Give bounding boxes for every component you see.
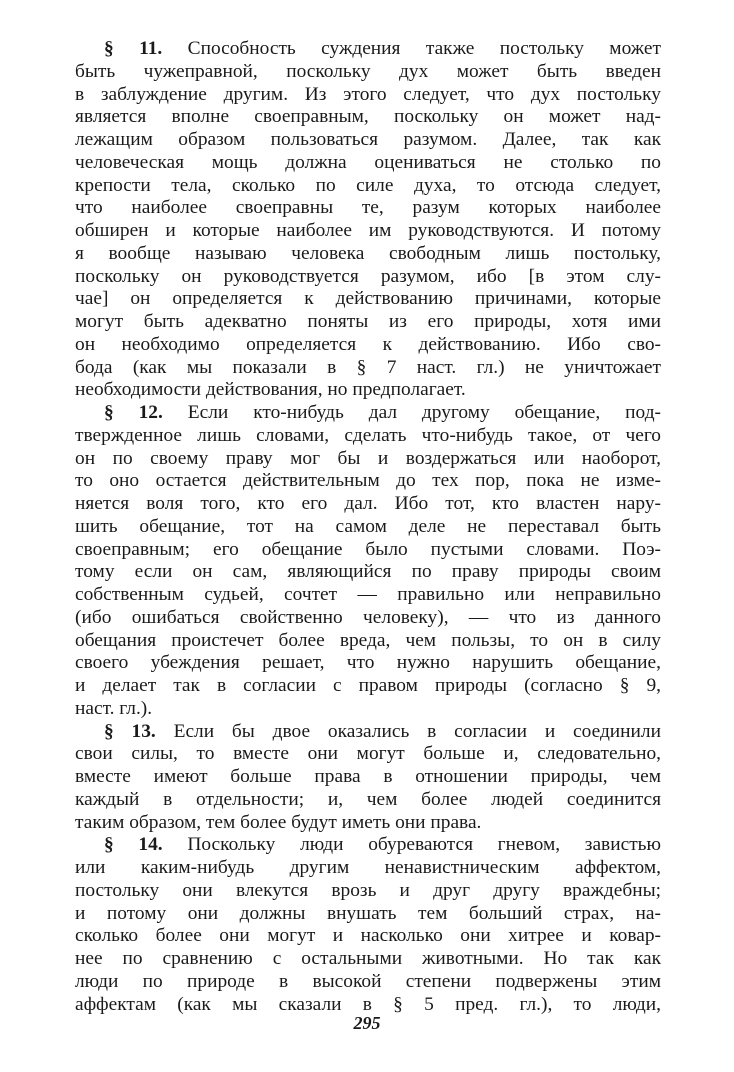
text-line: собственным судьей, сочтет — правильно или неправильно <box>75 584 661 605</box>
text-body <box>75 38 661 1016</box>
text-line: § 14. Поскольку люди обуреваются гневом, завистью <box>104 834 661 856</box>
text-line: чае] он определяется к действованию причинами, которые <box>75 288 661 310</box>
text-line: необходимости действования, но предполагает. <box>75 379 466 401</box>
text-line: аффектам (как мы сказали в § 5 пред. гл.), то люди, <box>75 993 661 1015</box>
text-line: то оно остается действительным до тех пор, пока не изме- <box>75 470 661 492</box>
text-line: § 11. Способность суждения также постольку может <box>104 38 661 59</box>
text-line: поскольку он руководствуется разумом, ибо [в этом слу- <box>75 265 661 287</box>
text-line: человеческая мощь должна оцениваться не столько по <box>75 151 661 173</box>
section-number: § 13. <box>104 720 156 742</box>
text-line: вместе имеют больше права в отношении природы, чем <box>75 766 661 787</box>
text-line: няется воля того, кто его дал. Ибо тот, кто властен нару- <box>75 493 661 514</box>
text-line: нее по сравнению с остальными животными. Но так как <box>75 948 661 969</box>
section-number: § 11. <box>104 38 163 59</box>
text-line: бода (как мы показали в § 7 наст. гл.) не уничтожает <box>75 356 661 378</box>
text-line: я вообще называю человека свободным лишь постольку, <box>75 242 661 264</box>
text-line: § 13. Если бы двое оказались в согласии и соединили <box>104 720 661 742</box>
text-line: сколько более они могут и насколько они хитрее и ковар- <box>75 925 661 947</box>
text-line: люди по природе в высокой степени подвержены этим <box>75 970 661 992</box>
paragraph-section-14 <box>75 834 661 1016</box>
text-line: является вполне своеправным, поскольку он может над- <box>75 106 661 128</box>
text-line: в заблуждение другим. Из этого следует, что дух постольку <box>75 83 661 105</box>
paragraph-section-12 <box>75 402 661 721</box>
section-number: § 14. <box>104 834 163 856</box>
text-line: свои силы, то вместе они могут больше и, следовательно, <box>75 743 661 765</box>
text-line: наст. гл.). <box>75 697 153 719</box>
text-line: таким образом, тем более будут иметь они права. <box>75 811 482 833</box>
text-line: твержденное лишь словами, сделать что-нибудь такое, от чего <box>75 424 661 446</box>
text-line: могут быть адекватно поняты из его природы, хотя ими <box>75 311 661 332</box>
page-number: 295 <box>353 1013 381 1033</box>
text-line: он необходимо определяется к действованию. Ибо сво- <box>75 333 661 355</box>
paragraph-section-11 <box>75 38 661 402</box>
text-line: § 12. Если кто-нибудь дал другому обещание, под- <box>104 402 662 423</box>
text-line: лежащим образом пользоваться разумом. Далее, так как <box>75 129 661 150</box>
text-line: и потому они должны внушать тем больший страх, на- <box>75 902 661 924</box>
text-line: он по своему праву мог бы и воздержаться или наоборот, <box>75 447 661 469</box>
text-line: (ибо ошибаться свойственно человеку), — что из данного <box>75 606 661 628</box>
text-line: быть чужеправной, поскольку дух может быть введен <box>75 60 661 82</box>
text-line: крепости тела, сколько по силе духа, то отсюда следует, <box>75 174 661 196</box>
text-line: и делает так в согласии с правом природы (согласно § 9, <box>75 675 661 696</box>
text-line: постольку они влекутся врозь и друг другу враждебны; <box>75 879 661 901</box>
text-line: своего убеждения решает, что нужно нарушить обещание, <box>75 652 661 674</box>
section-number: § 12. <box>104 402 163 423</box>
text-line: своеправным; его обещание было пустыми словами. Поэ- <box>75 538 661 560</box>
text-line: или каким-нибудь другим ненавистническим аффектом, <box>75 857 661 878</box>
text-line: обещания проистечет более вреда, чем пользы, то он в силу <box>75 629 661 651</box>
text-line: каждый в отдельности; и, чем более людей соединится <box>75 788 661 810</box>
text-line: обширен и которые наиболее им руководствуются. И потому <box>75 220 661 241</box>
text-line: тому если он сам, являющийся по праву природы своим <box>75 561 661 583</box>
text-line: что наиболее своеправны те, разум которых наиболее <box>75 197 661 219</box>
text-line: шить обещание, тот на самом деле не переставал быть <box>75 515 661 537</box>
paragraph-section-13 <box>75 721 661 835</box>
